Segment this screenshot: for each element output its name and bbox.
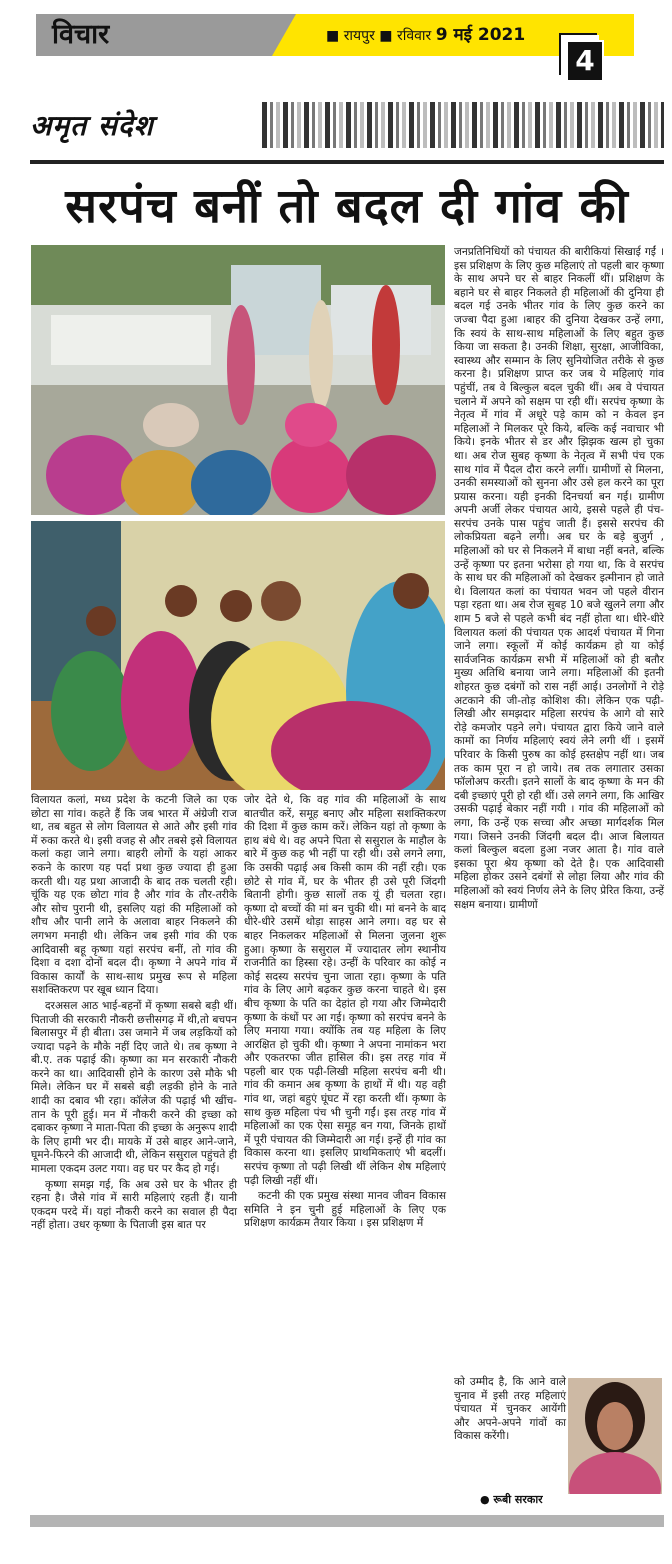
dateline-city: रायपुर bbox=[343, 28, 375, 44]
page-number: 4 bbox=[566, 40, 604, 82]
article-paragraph: कटनी की एक प्रमुख संस्था मानव जीवन विकास समिति ने इन चुनी हुई महिलाओं के लिए एक प्रशिक्षण कार्यक्रम तैयार किया । इस प्रशिक्षण में bbox=[244, 1190, 446, 1230]
article-column-right-tail bbox=[454, 1376, 566, 1446]
headline: सरपंच बनीं तो बदल दी गांव की bbox=[65, 179, 629, 234]
author-photo bbox=[568, 1378, 662, 1494]
photo-women-group bbox=[31, 521, 445, 790]
byline: ● रूबी सरकार bbox=[480, 1493, 543, 1506]
section-title: विचार bbox=[52, 19, 110, 50]
footer-bar bbox=[30, 1515, 664, 1527]
dateline-day: रविवार bbox=[396, 28, 432, 44]
column-brand: अमृत संदेश bbox=[30, 109, 154, 142]
divider bbox=[30, 160, 664, 164]
square-bullet-icon: ■ bbox=[379, 28, 393, 44]
article-paragraph: को उम्मीद है, कि आने वाले चुनाव में इसी तरह महिलाएं पंचायत में चुनकर आयेंगी और अपने-अपने गांवों का विकास करेंगी। bbox=[454, 1376, 566, 1443]
dateline bbox=[326, 14, 525, 56]
dateline-date: 9 मई 2021 bbox=[435, 25, 526, 45]
article-column-left bbox=[31, 794, 237, 1235]
article-paragraph: कृष्णा समझ गई, कि अब उसे घर के भीतर ही रहना है। जैसे गांव में सारी महिलाएं रहती हैं। यानी एकदम परदे में। यहां नौकरी करने का सवाल ही पैदा नहीं होता। उधर कृष्णा के पिताजी इस बात पर bbox=[31, 1178, 237, 1232]
article-column-right bbox=[454, 246, 664, 914]
brand-stripes-decoration bbox=[262, 102, 664, 148]
article-paragraph: दरअसल आठ भाई-बहनों में कृष्णा सबसे बड़ी थीं। पिताजी की सरकारी नौकरी छत्तीसगढ़ में थी,तो बचपन बिलासपुर में ही बीता। उस जमाने में जब लड़कियों को ज्यादा पढ़ने के मौके नहीं दिए जाते थे। तब कृष्णा ने बी.ए. तक पढ़ाई की। कृष्णा का मन सरकारी नौकरी करने का था। आदिवासी होने के कारण उसे मौके भी मिले। लेकिन घर में सबसे बड़ी लड़की होने के नाते शादी का दबाव भी रहा। कॉलेज की पढ़ाई भी खींच-तान के पूरी हुई। मन में नौकरी करने की इच्छा को दबाकर कृष्णा ने माता-पिता की इच्छा के अनुरूप शादी के लिए हामी भर दी। मायके में उसे बाहर आने-जाने, घूमने-फिरने की आजादी थी, लेकिन ससुराल पहुंचते ही मामला एकदम उलट गया। वह घर पर कैद हो गई। bbox=[31, 999, 237, 1176]
photo-village-meeting bbox=[31, 245, 445, 515]
header-slant-decoration bbox=[272, 14, 296, 56]
article-column-middle bbox=[244, 794, 446, 1233]
article-paragraph: जनप्रतिनिधियों को पंचायत की बारीकियां सिखाई गईं । इस प्रशिक्षण के लिए कुछ महिलाएं तो पहली बार कृष्णा के साथ अपने घर से बाहर निकलीं थीं। प्रशिक्षण के बहाने घर से बाहर निकलते ही महिलाओं की दुनिया ही बदल गई उनके भीतर गांव के लिए कुछ करने का जज्बा पैदा हुआ ।बाहर की दुनिया देखकर उन्हें लगा, कि स्वयं के साथ-साथ महिलाओं के लिए बहुत कुछ किया जा सकता है। उनकी शिक्षा, सुरक्षा, आजीविका, स्वास्थ्य और सम्मान के लिए सुनियोजित तरीके से कुछ करना है। प्रशिक्षण प्राप्त कर जब ये महिलाएं गांव पहुंचीं, तब वे बिल्कुल बदल चुकी थीं। अब वे पंचायत चलाने में अपने को सक्षम पा रही थीं। सरपंच कृष्णा के नेतृत्व में गांव में अधूरे पड़े काम को न केवल इन महिलाओं ने मिलकर पूरे किये, बल्कि कई नवाचार भी किये। इनके भीतर से डर और झिझक खत्म हो चुका था। अब रोज सुबह कृष्णा के नेतृत्व में सभी पंच एक साथ गांव में पैदल दौरा करने लगीं। ग्रामीणों से मिलना, उनकी समस्याओं को सुनना और उसे हल करने का पूरा प्रयास करना। यही इनकी दिनचर्या बन गई। ग्रामीण अपनी अर्जी लेकर पंचायत आये, इससे पहले ही पंच-सरपंच उनके पास पहुंच जाती हैं। इससे सरपंच की लोकप्रियता बढ़ने लगी। अब घर के बड़े बुजुर्ग , महिलाओं को घर से निकलने में बाधा नहीं बनते, बल्कि उन्हें कृष्णा पर इतना भरोसा हो गया था, कि वे सरपंच के साथ घर की महिलाओं को देखकर इत्मीनान हो जाते थे। विलायत कलां का पंचायत भवन जो पहले वीरान पड़ा रहता था। अब रोज सुबह 10 बजे खुलने लगा और शाम 5 बजे से पहले कभी बंद नहीं होता था। धीरे-धीरे विलायत कलां की पंचायत एक आदर्श पंचायत में गिना जाने लगा। स्कूलों में कोई कार्यक्रम हो या कोई सार्वजनिक कार्यक्रम सभी में महिलाओं को ही बतौर मुख्य अतिथि बनाया जाने लगा। महिलाओं की इतनी शोहरत कुछ दबंगों को रास नहीं आई। उनलोगों ने रोड़े अटकाने की जी-तोड़ कोशिश की। लेकिन एक पढ़ी-लिखी और समझदार महिला सरपंच के आगे वो सारे रोड़े कमजोर पड़ने लगे। पंचायत द्वारा किये जाने वाले कामों का निर्णय महिलाएं स्वयं लेने लगी थीं । इसमें परिवार के किसी पुरुष का कोई हस्तक्षेप नहीं था। जब तक काम पूरा न हो जाये। तब तक लगातार उसका फॉलोअप करती। इतने सालों के बाद कृष्णा के मन की दबी इच्छाएं पूरी हो रही थीं। उसे लगने लगा, कि आखिर उसकी पढ़ाई बेकार नहीं गयी । गांव की महिलाओं को लगा, कि उन्हें एक सच्चा और अच्छा मार्गदर्शक मिल गया। जिसने उनकी जिंदगी बदल दी। आज बिलायत कलां बिल्कुल बदला हुआ नजर आता है। गांव वाले इसका पूरा श्रेय कृष्णा को देते है। एक आदिवासी महिला होकर उसने दबंगों से लोहा लिया और गांव की महिलाओं को स्वयं निर्णय लेने के लिए प्रेरित किया, उन्हें सक्षम बनाया। ग्रामीणों bbox=[454, 246, 664, 911]
article-paragraph: विलायत कलां, मध्य प्रदेश के कटनी जिले का एक छोटा सा गांव। कहते हैं कि जब भारत में अंग्रेजी राज था, तब बहुत से लोग विलायत से आते और इसी गांव में रुका करते थे। इसी वजह से और तबसे इसे विलायत कलां कहा जाने लगा। बाहरी लोगों के यहां आकर रुकने के कारण यह पर्दा प्रथा कुछ ज्यादा ही हुआ करती थी। यह प्रथा आजादी के बाद तक चलती रही। चूंकि यह एक छोटा गांव है और गांव के तौर-तरीके और सोच पुरानी थी, इसलिए यहां की महिलाओं को शौच और पानी लाने के अलावा बाहर निकलने की लगभग मनाही थी। लेकिन जब इसी गांव की एक आदिवासी बहू कृष्णा यहां सरपंच बनीं, तो गांव की दिशा व दशा दोनों बदल दी। कृष्णा ने अपने गांव में विकास कार्यों के साथ-साथ प्रमुख रूप से महिला सशक्तिकरण पर खूब ध्यान दिया। bbox=[31, 794, 237, 997]
article-paragraph: जोर देते थे, कि वह गांव की महिलाओं के साथ बातचीत करें, समूह बनाए और महिला सशक्तिकरण की दिशा में कुछ काम करें। लेकिन यहां तो कृष्णा के हाथ बंधे थे। वह अपने पिता से ससुराल के माहौल के बारे में कुछ कह भी नहीं पा रही थी। उसे लगने लगा, कि उसकी पढ़ाई अब किसी काम की नहीं रही। एक छोटे से गांव में, घर के भीतर ही उसे पूरी जिंदगी बितानी होगी। कुछ सालों तक यूं ही चलता रहा। कृष्णा दो बच्चों की मां बन चुकी थी। मां बनने के बाद धीरे-धीरे उसमें थोड़ा साहस आने लगा। वह घर से बाहर निकलकर महिलाओं से मिलना जुलना शुरू हुआ। कृष्णा के ससुराल में ज्यादातर लोग स्थानीय राजनीति का हिस्सा रहे। उन्हीं के परिवार का कोई न कोई सदस्य सरपंच चुना जाता रहा। कृष्णा के पति गांव के लिए आगे बढ़कर कुछ करना चाहते थे। इस बीच कृष्णा के पति का देहांत हो गया और जिम्मेदारी कृष्णा के कंधों पर आ गई। कृष्णा को सरपंच बनने के लिए मनाया गया। क्योंकि तब यह महिला के लिए आरक्षित हो चुकी थी। कृष्णा ने अपना नामांकन भरा और एकतरफा जीत हासिल की। इस तरह गांव में पहली बार एक पढ़ी-लिखी महिला सरपंच बनी थी। गांव की कमान अब कृष्णा के हाथों में थी। यह वही गांव था, जहां बहुएं घूंघट में रहा करती थीं। कृष्णा के साथ कुछ महिला पंच भी चुनी गईं। इस तरह गांव में महिलाओं का एक ऐसा समूह बन गया, जिनके हाथों में पूरी पंचायत की जिम्मेदारी आ गई। इन्हें ही गांव का विकास करना था। इसलिए प्राथमिकताएं भी बदलीं। सरपंच कृष्णा तो पढ़ी लिखी थीं लेकिन शेष महिलाएं पढ़ी लिखी नहीं थीं। bbox=[244, 794, 446, 1187]
square-bullet-icon: ■ bbox=[326, 28, 340, 44]
